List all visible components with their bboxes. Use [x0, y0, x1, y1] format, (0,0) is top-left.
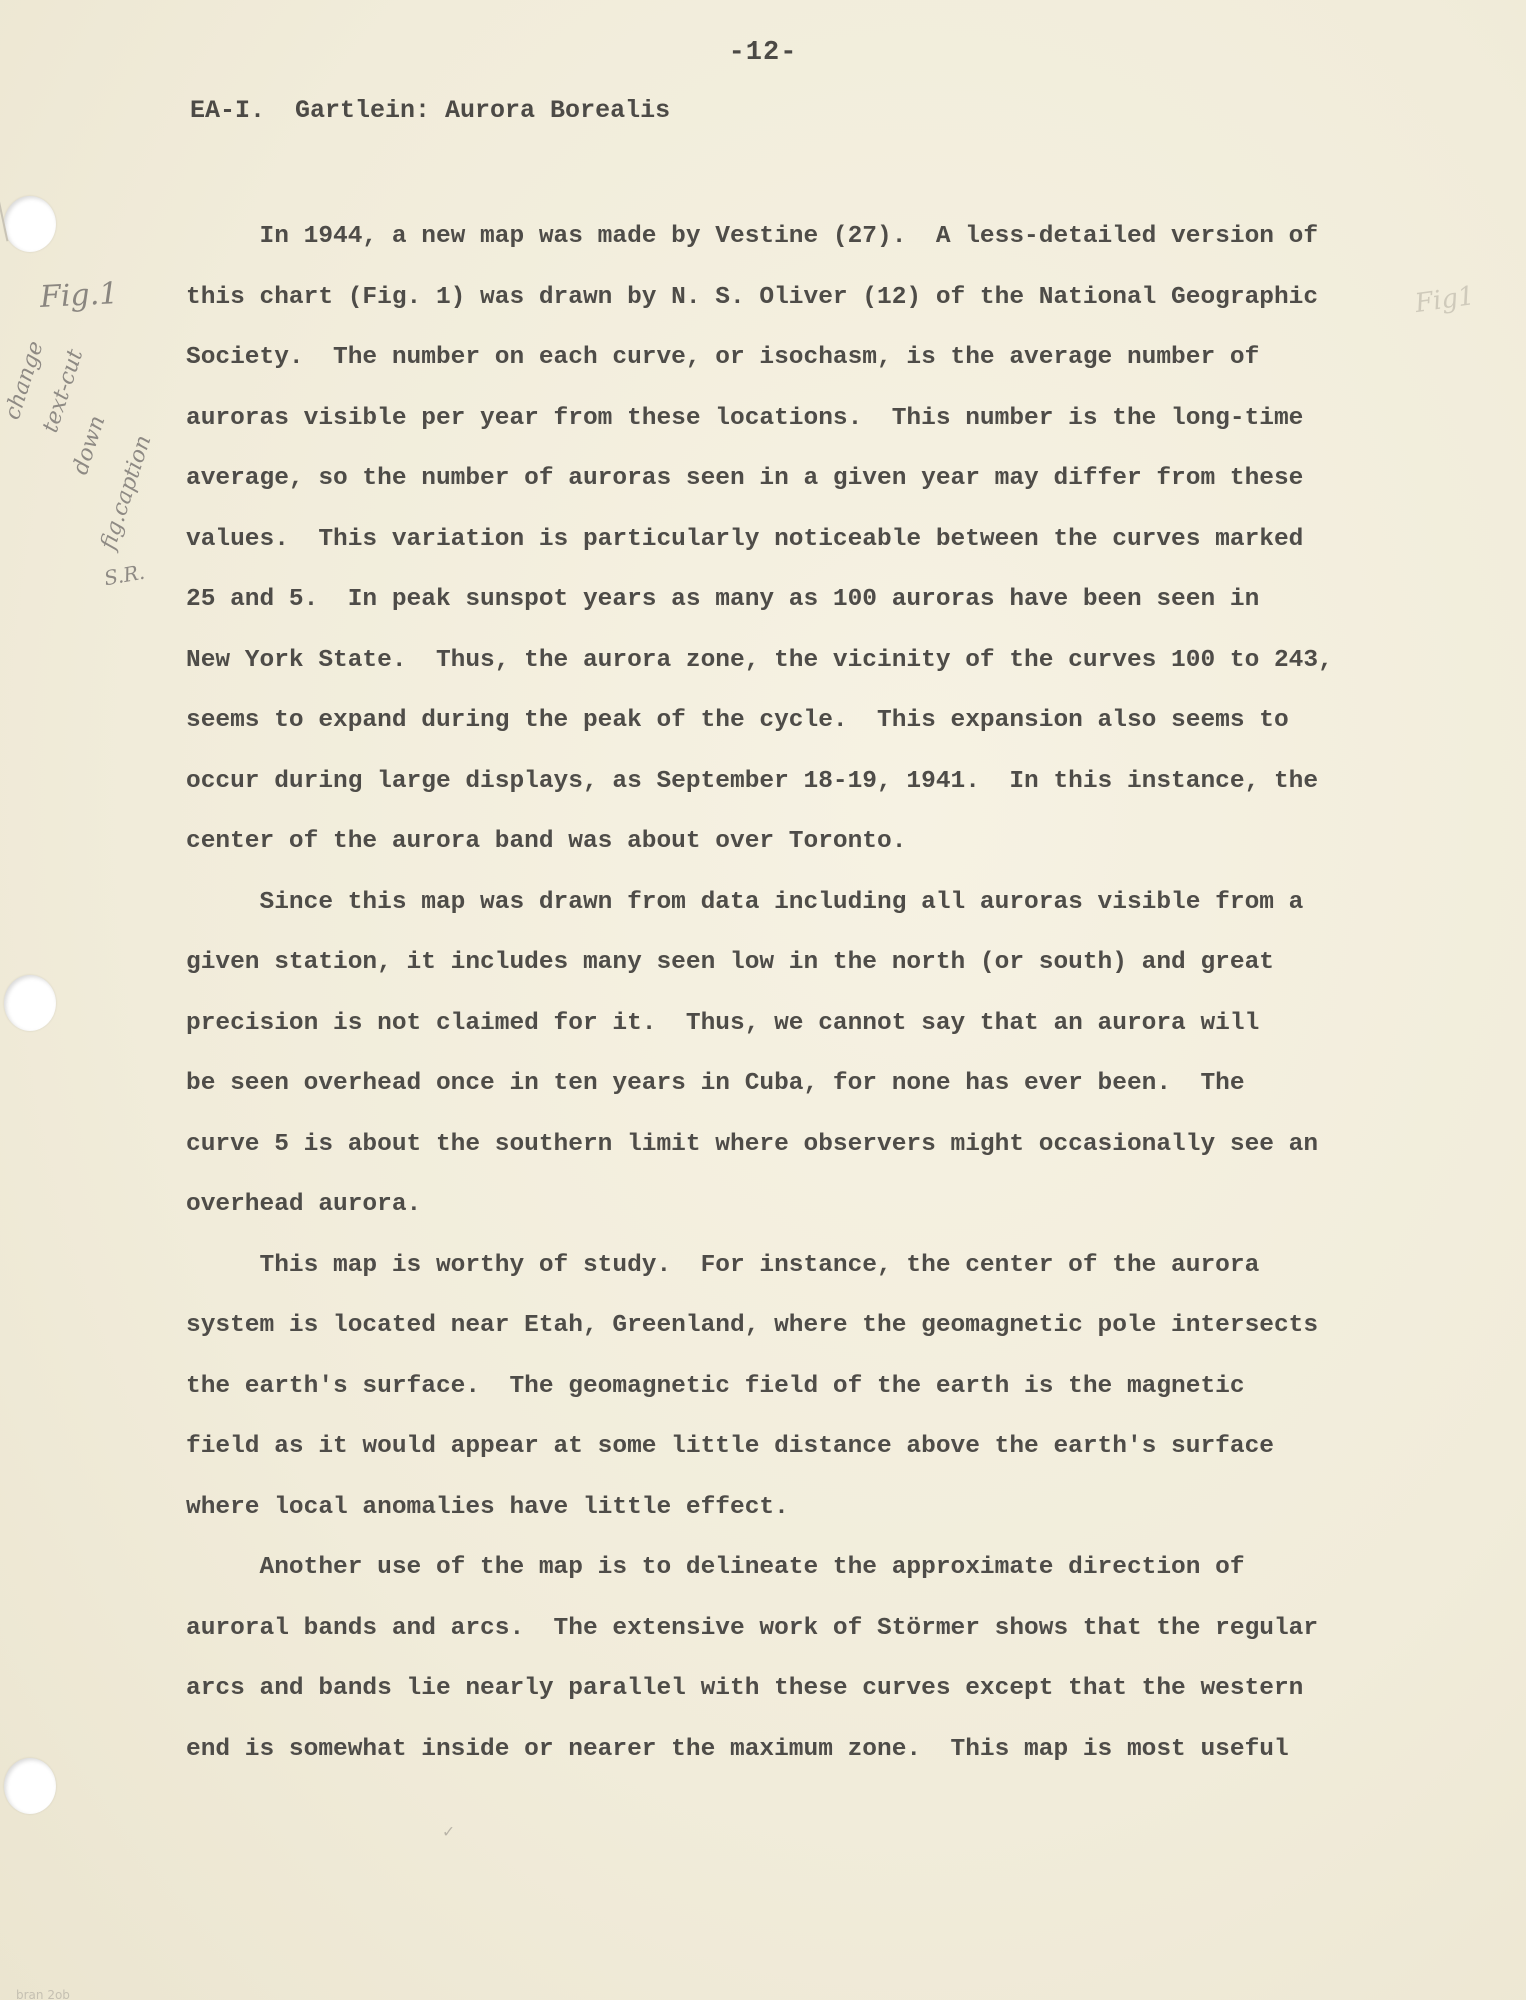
margin-note-line: change: [0, 338, 49, 423]
text-line: occur during large displays, as September 18-19, 1941. In this instance, the: [186, 767, 1319, 795]
text-line: Since this map was drawn from data including all auroras visible from a: [186, 888, 1304, 916]
text-line: curve 5 is about the southern limit where observers might occasionally see an: [186, 1130, 1319, 1158]
margin-note-line: fig.caption: [96, 432, 157, 553]
text-line: New York State. Thus, the aurora zone, the vicinity of the curves 100 to 243,: [186, 646, 1333, 674]
page-number: -12-: [728, 38, 798, 68]
text-line: system is located near Etah, Greenland, where the geomagnetic pole intersects: [186, 1312, 1319, 1339]
text-line: field as it would appear at some little distance above the earth's surface: [186, 1433, 1274, 1460]
text-line: this chart (Fig. 1) was drawn by N. S. Oliver (12) of the National Geographic: [186, 283, 1319, 311]
text-line: center of the aurora band was about over Toronto.: [186, 828, 907, 855]
text-line: precision is not claimed for it. Thus, we cannot say that an aurora will: [186, 1009, 1260, 1037]
punch-hole: [4, 975, 56, 1031]
text-line: values. This variation is particularly noticeable between the curves marked: [186, 525, 1304, 553]
text-line: overhead aurora.: [186, 1191, 422, 1218]
text-line: average, so the number of auroras seen in a given year may differ from these: [186, 465, 1304, 492]
text-line: Society. The number on each curve, or isochasm, is the average number of: [186, 344, 1260, 371]
text-line: In 1944, a new map was made by Vestine (27). A less-detailed version of: [186, 223, 1319, 250]
margin-annotation-fig: Fig.1: [39, 275, 120, 316]
text-line: be seen overhead once in ten years in Cuba, for none has ever been. The: [186, 1070, 1245, 1097]
text-line: Another use of the map is to delineate the approximate direction of: [186, 1554, 1245, 1581]
margin-note-line: text-cut: [38, 346, 89, 436]
text-line: where local anomalies have little effect.: [186, 1493, 789, 1521]
text-line: the earth's surface. The geomagnetic field of the earth is the magnetic: [186, 1372, 1245, 1400]
margin-note-initials: S.R.: [102, 559, 147, 591]
text-line: This map is worthy of study. For instance, the center of the aurora: [186, 1251, 1260, 1279]
text-line: given station, it includes many seen low in the north (or south) and great: [186, 949, 1274, 976]
page-header: EA-I. Gartlein: Aurora Borealis: [190, 96, 671, 125]
text-line: seems to expand during the peak of the cycle. This expansion also seems to: [186, 707, 1289, 734]
paper-speck: ✓: [443, 1823, 454, 1843]
margin-annotation-faint: Fig1: [1413, 281, 1477, 319]
margin-note-line: down: [68, 412, 111, 478]
punch-hole: [4, 1758, 56, 1814]
text-line: auroral bands and arcs. The extensive work of Störmer shows that the regular: [186, 1614, 1319, 1642]
bottom-scribble: bran 2ob: [16, 1988, 70, 2000]
body-text: [186, 215, 1386, 1788]
text-line: auroras visible per year from these locations. This number is the long-time: [186, 404, 1304, 432]
text-line: 25 and 5. In peak sunspot years as many as 100 auroras have been seen in: [186, 586, 1260, 613]
text-line: arcs and bands lie nearly parallel with these curves except that the western: [186, 1675, 1304, 1702]
text-line: end is somewhat inside or nearer the maximum zone. This map is most useful: [186, 1735, 1289, 1763]
